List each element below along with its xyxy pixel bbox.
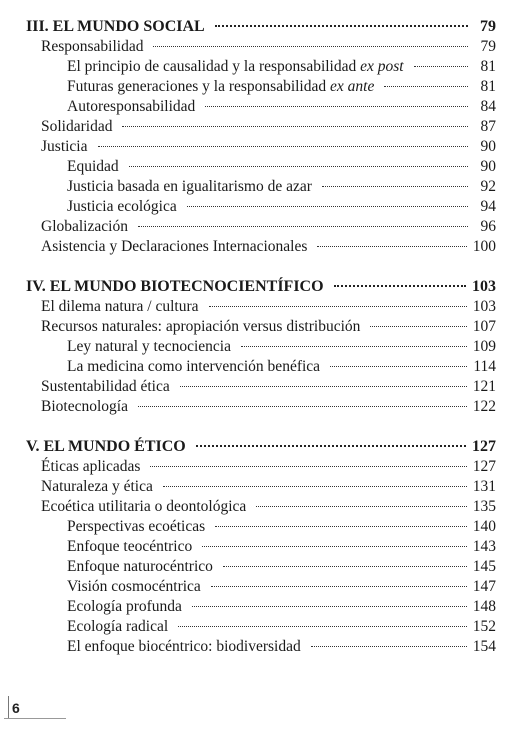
toc-page-number: 79 [480, 18, 496, 35]
toc-entry-title: Ecoética utilitaria o deontológica [41, 498, 247, 515]
toc-page-number: 87 [480, 118, 496, 135]
toc-page-number: 100 [472, 238, 496, 255]
toc-entry-title: Ecología profunda [67, 598, 182, 615]
crop-mark-horizontal [4, 718, 66, 719]
toc-entry[interactable] [67, 158, 496, 178]
toc-entry-title: Sustentabilidad ética [41, 378, 170, 395]
toc-page-number: 109 [472, 338, 496, 355]
toc-page-number: 96 [480, 218, 496, 235]
toc-entry[interactable] [67, 338, 496, 358]
toc-page-number: 90 [480, 138, 496, 155]
toc-entry-title: III. EL MUNDO SOCIAL [26, 18, 205, 35]
toc-entry[interactable] [41, 38, 496, 58]
page-number: 6 [12, 700, 20, 716]
dot-leader [202, 546, 467, 547]
dot-leader [223, 566, 467, 567]
toc-entry[interactable] [67, 638, 496, 658]
toc-entry-title: Perspectivas ecoéticas [67, 518, 206, 535]
toc-page-number: 154 [472, 638, 496, 655]
toc-entry[interactable] [67, 98, 496, 118]
dot-leader [311, 646, 467, 647]
toc-entry[interactable] [41, 238, 496, 258]
toc-page-number: 147 [472, 578, 496, 595]
toc-entry[interactable] [67, 578, 496, 598]
toc-section-heading[interactable] [26, 278, 496, 298]
page-footer [0, 690, 80, 731]
dot-leader [414, 66, 468, 67]
toc-entry[interactable] [67, 358, 496, 378]
dot-leader [138, 226, 468, 227]
toc-entry[interactable] [41, 378, 496, 398]
dot-leader [122, 126, 468, 127]
dot-leader [384, 86, 468, 87]
toc-entry-title: El enfoque biocéntrico: biodiversidad [67, 638, 301, 655]
toc-entry[interactable] [41, 478, 496, 498]
toc-page-number: 152 [472, 618, 496, 635]
dot-leader [256, 506, 466, 507]
toc-entry-title: Responsabilidad [41, 38, 144, 55]
toc-entry-title: Enfoque teocéntrico [67, 538, 193, 555]
toc-entry[interactable] [41, 118, 496, 138]
toc-page-number: 127 [472, 458, 496, 475]
toc-entry[interactable] [67, 78, 496, 98]
toc-entry[interactable] [67, 538, 496, 558]
toc-page-number: 79 [480, 38, 496, 55]
dot-leader [98, 146, 469, 147]
dot-leader [209, 306, 467, 307]
toc-page-number: 103 [472, 278, 496, 295]
dot-leader [163, 486, 467, 487]
toc-entry-title: Ley natural y tecnociencia [67, 338, 231, 355]
toc-entry[interactable] [41, 498, 496, 518]
toc-page-number: 145 [472, 558, 496, 575]
dot-leader [205, 106, 468, 107]
toc-page-number: 114 [473, 358, 496, 375]
toc-page-number: 148 [472, 598, 496, 615]
dot-leader [138, 406, 467, 407]
toc-entry-title: Visión cosmocéntrica [67, 578, 201, 595]
toc-entry[interactable] [67, 198, 496, 218]
toc-section-heading[interactable] [26, 438, 496, 458]
dot-leader [129, 166, 468, 167]
crop-mark-vertical [8, 696, 9, 718]
toc-page-number: 127 [472, 438, 496, 455]
dot-leader [317, 246, 466, 247]
toc-entry-title: El dilema natura / cultura [41, 298, 199, 315]
dot-leader [241, 346, 467, 347]
toc-page-number: 135 [472, 498, 496, 515]
toc-entry[interactable] [41, 458, 496, 478]
toc-section-heading[interactable] [26, 18, 496, 38]
toc-page-number: 143 [472, 538, 496, 555]
toc-page-number: 107 [472, 318, 496, 335]
dot-leader [153, 46, 468, 47]
toc-entry[interactable] [41, 318, 496, 338]
dot-leader [178, 626, 467, 627]
toc-entry-title: Justicia ecológica [67, 198, 177, 215]
dot-leader [215, 25, 468, 27]
toc-entry[interactable] [41, 138, 496, 158]
toc-entry-title: Globalización [41, 218, 128, 235]
toc-entry[interactable] [67, 618, 496, 638]
dot-leader [150, 466, 466, 467]
toc-page-number: 140 [472, 518, 496, 535]
toc-entry-title: Enfoque naturocéntrico [67, 558, 213, 575]
dot-leader [180, 386, 467, 387]
toc-entry-title: Asistencia y Declaraciones Internacionales [41, 238, 308, 255]
dot-leader [211, 586, 467, 587]
toc-entry-title: La medicina como intervención benéfica [67, 358, 321, 375]
toc-page-number: 103 [472, 298, 496, 315]
toc-entry-title: V. EL MUNDO ÉTICO [26, 438, 186, 455]
toc-entry-title: Autoresponsabilidad [67, 98, 196, 115]
toc-entry[interactable] [41, 218, 496, 238]
toc-entry-title: Éticas aplicadas [41, 458, 141, 475]
toc-entry-title: Equidad [67, 158, 119, 175]
toc-entry[interactable] [67, 58, 496, 78]
toc-page-number: 90 [480, 158, 496, 175]
toc-entry[interactable] [41, 298, 496, 318]
toc-entry[interactable] [67, 558, 496, 578]
toc-page-number: 121 [472, 378, 496, 395]
toc-entry-title: Justicia [41, 138, 88, 155]
dot-leader [192, 606, 467, 607]
toc-entry-title: Recursos naturales: apropiación versus distribución [41, 318, 361, 335]
toc-entry-title: Biotecnología [41, 398, 128, 415]
toc-page-number: 131 [472, 478, 496, 495]
toc-page-number: 122 [472, 398, 496, 415]
dot-leader [215, 526, 467, 527]
toc-entry[interactable] [41, 398, 496, 418]
dot-leader [322, 186, 468, 187]
toc-entry[interactable] [67, 598, 496, 618]
toc-page-number: 92 [480, 178, 496, 195]
toc-entry-title: Ecología radical [67, 618, 169, 635]
dot-leader [330, 366, 467, 367]
toc-entry[interactable] [67, 178, 496, 198]
toc-page-number: 84 [480, 98, 496, 115]
toc-page-number: 94 [480, 198, 496, 215]
dot-leader [334, 285, 466, 287]
dot-leader [187, 206, 468, 207]
dot-leader [370, 326, 466, 327]
toc-entry-title: Futuras generaciones y la responsabilidad ex ante [67, 78, 375, 95]
toc-entry-title: Solidaridad [41, 118, 113, 135]
toc-entry-title: Naturaleza y ética [41, 478, 153, 495]
toc-page-number: 81 [480, 78, 496, 95]
toc-entry-title: Justicia basada en igualitarismo de azar [67, 178, 312, 195]
toc-page-number: 81 [480, 58, 496, 75]
toc-entry-title: El principio de causalidad y la responsabilidad ex post [67, 58, 404, 75]
toc-entry-title: IV. EL MUNDO BIOTECNOCIENTÍFICO [26, 278, 324, 295]
toc-entry[interactable] [67, 518, 496, 538]
dot-leader [196, 445, 466, 447]
